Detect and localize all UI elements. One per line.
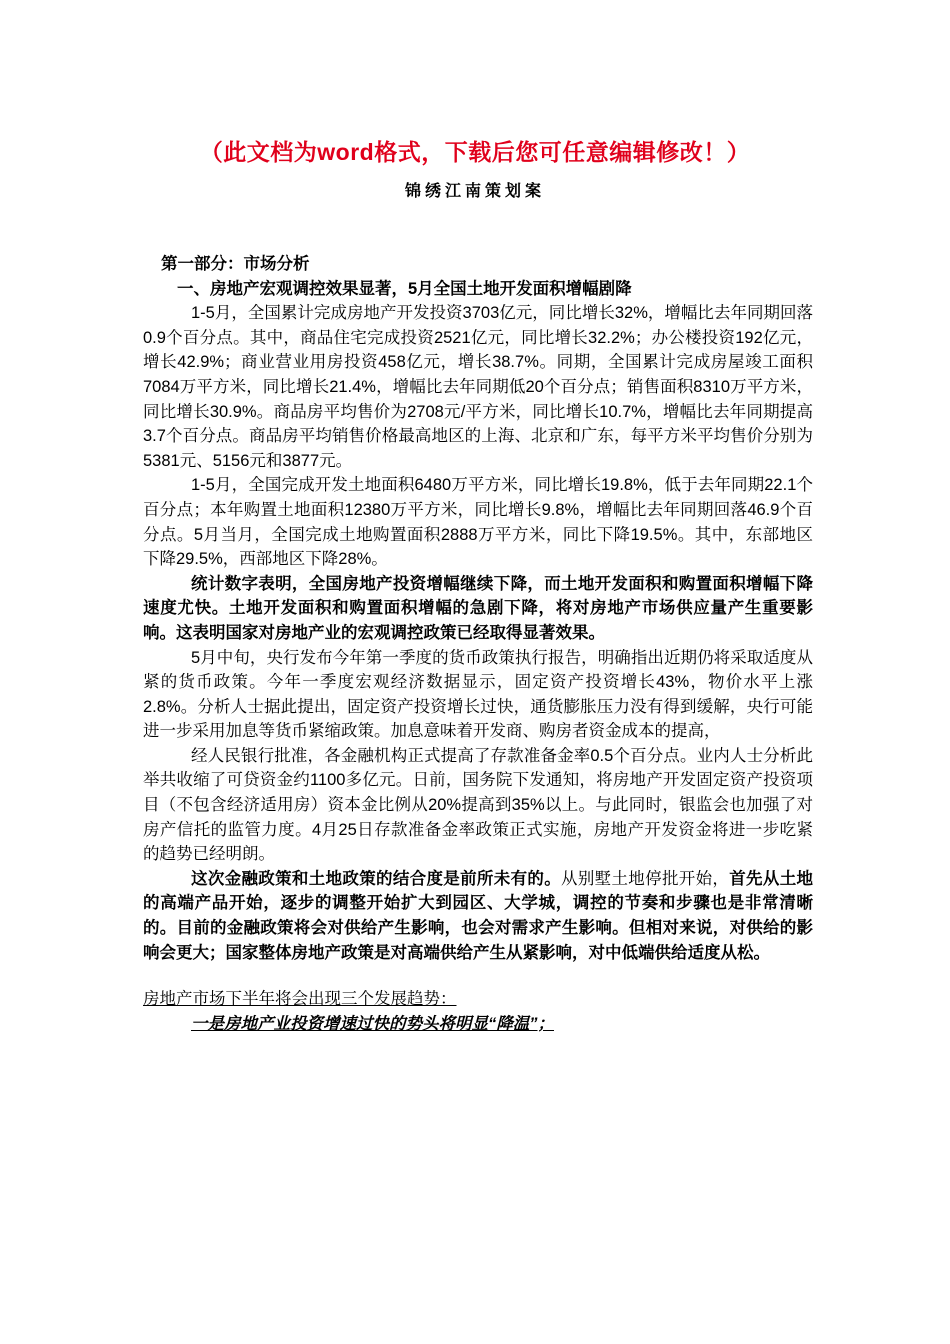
paragraph-investment: 1-5月，全国累计完成房地产开发投资3703亿元，同比增长32%，增幅比去年同期回落0.9个百分点。其中，商品住宅完成投资2521亿元，同比增长32.2%；办公楼投资192亿元，增长42.9%；商业营业用房投资458亿元，增长38.7%。同期，全国累计完成房屋竣工面积7084万平方米，同比增长21.4%，增幅比去年同期低20个百分点；销售面积8310万平方米，同比增长30.9%。商品房平均售价为2708元/平方米，同比增长10.7%，增幅比去年同期提高3.7个百分点。商品房平均销售价格最高地区的上海、北京和广东，每平方米平均售价分别为5381元、5156元和3877元。 — [143, 304, 813, 470]
policy-bold-rest: 首先从土地的高端产品开始，逐步的调整开始扩大到园区、大学城，调控的节奏和步骤也是非常清晰的。目前的金融政策将会对供给产生影响，也会对需求产生影响。但相对来说，对供给的影响会更大；国家整体房地产政策是对高端供给产生从紧影响，对中低端供给适度从松。 — [143, 869, 814, 962]
edit-notice: （此文档为word格式，下载后您可任意编辑修改！） — [199, 139, 751, 165]
paragraph-statistics-conclusion: 统计数字表明，全国房地产投资增幅继续下降，而土地开发面积和购置面积增幅下降速度尤快。土地开发面积和购置面积增幅的急剧下降，将对房地产市场供应量产生重要影响。这表明国家对房地产业的宏观调控政策已经取得显著效果。 — [143, 574, 813, 642]
trend-item-1: 一是房地产业投资增速过快的势头将明显“降温”； — [191, 1014, 554, 1033]
document-body — [143, 252, 813, 1036]
paragraph-reserve-ratio: 经人民银行批准，各金融机构正式提高了存款准备金率0.5个百分点。业内人士分析此举共收缩了可贷资金约1100多亿元。日前，国务院下发通知，将房地产开发固定资产投资项目（不包含经济适用房）资本金比例从20%提高到35%以上。与此同时，银监会也加强了对房产信托的监管力度。4月25日存款准备金率政策正式实施，房地产开发资金将进一步吃紧的趋势已经明朗。 — [143, 746, 813, 864]
trends-heading: 房地产市场下半年将会出现三个发展趋势： — [143, 990, 457, 1009]
paragraph-land: 1-5月，全国完成开发土地面积6480万平方米，同比增长19.8%，低于去年同期22.1个百分点；本年购置土地面积12380万平方米，同比增长9.8%，增幅比去年同期回落46.9个百分点。5月当月，全国完成土地购置面积2888万平方米，同比下降19.5%。其中，东部地区下降29.5%，西部地区下降28%。 — [143, 476, 813, 569]
document-title: 锦绣江南策划案 — [404, 183, 545, 200]
paragraph-monetary-policy: 5月中旬，央行发布今年第一季度的货币政策执行报告，明确指出近期仍将采取适度从紧的货币政策。今年一季度宏观经济数据显示，固定资产投资增长43%，物价水平上涨2.8%。分析人士据此提出，固定资产投资增长过快，通货膨胀压力没有得到缓解，央行可能进一步采用加息等货币紧缩政策。加息意味着开发商、购房者资金成本的提高， — [143, 648, 813, 741]
paragraph-policy-combination — [143, 867, 813, 965]
policy-bold-lead: 这次金融政策和土地政策的结合度是前所未有的。 — [191, 869, 562, 888]
paragraph-spacer — [143, 965, 813, 987]
policy-normal-text: 从别墅土地停批开始， — [561, 869, 730, 888]
part-heading: 第一部分：市场分析 — [161, 255, 310, 273]
section-heading: 一、房地产宏观调控效果显著，5月全国土地开发面积增幅剧降 — [177, 279, 632, 298]
